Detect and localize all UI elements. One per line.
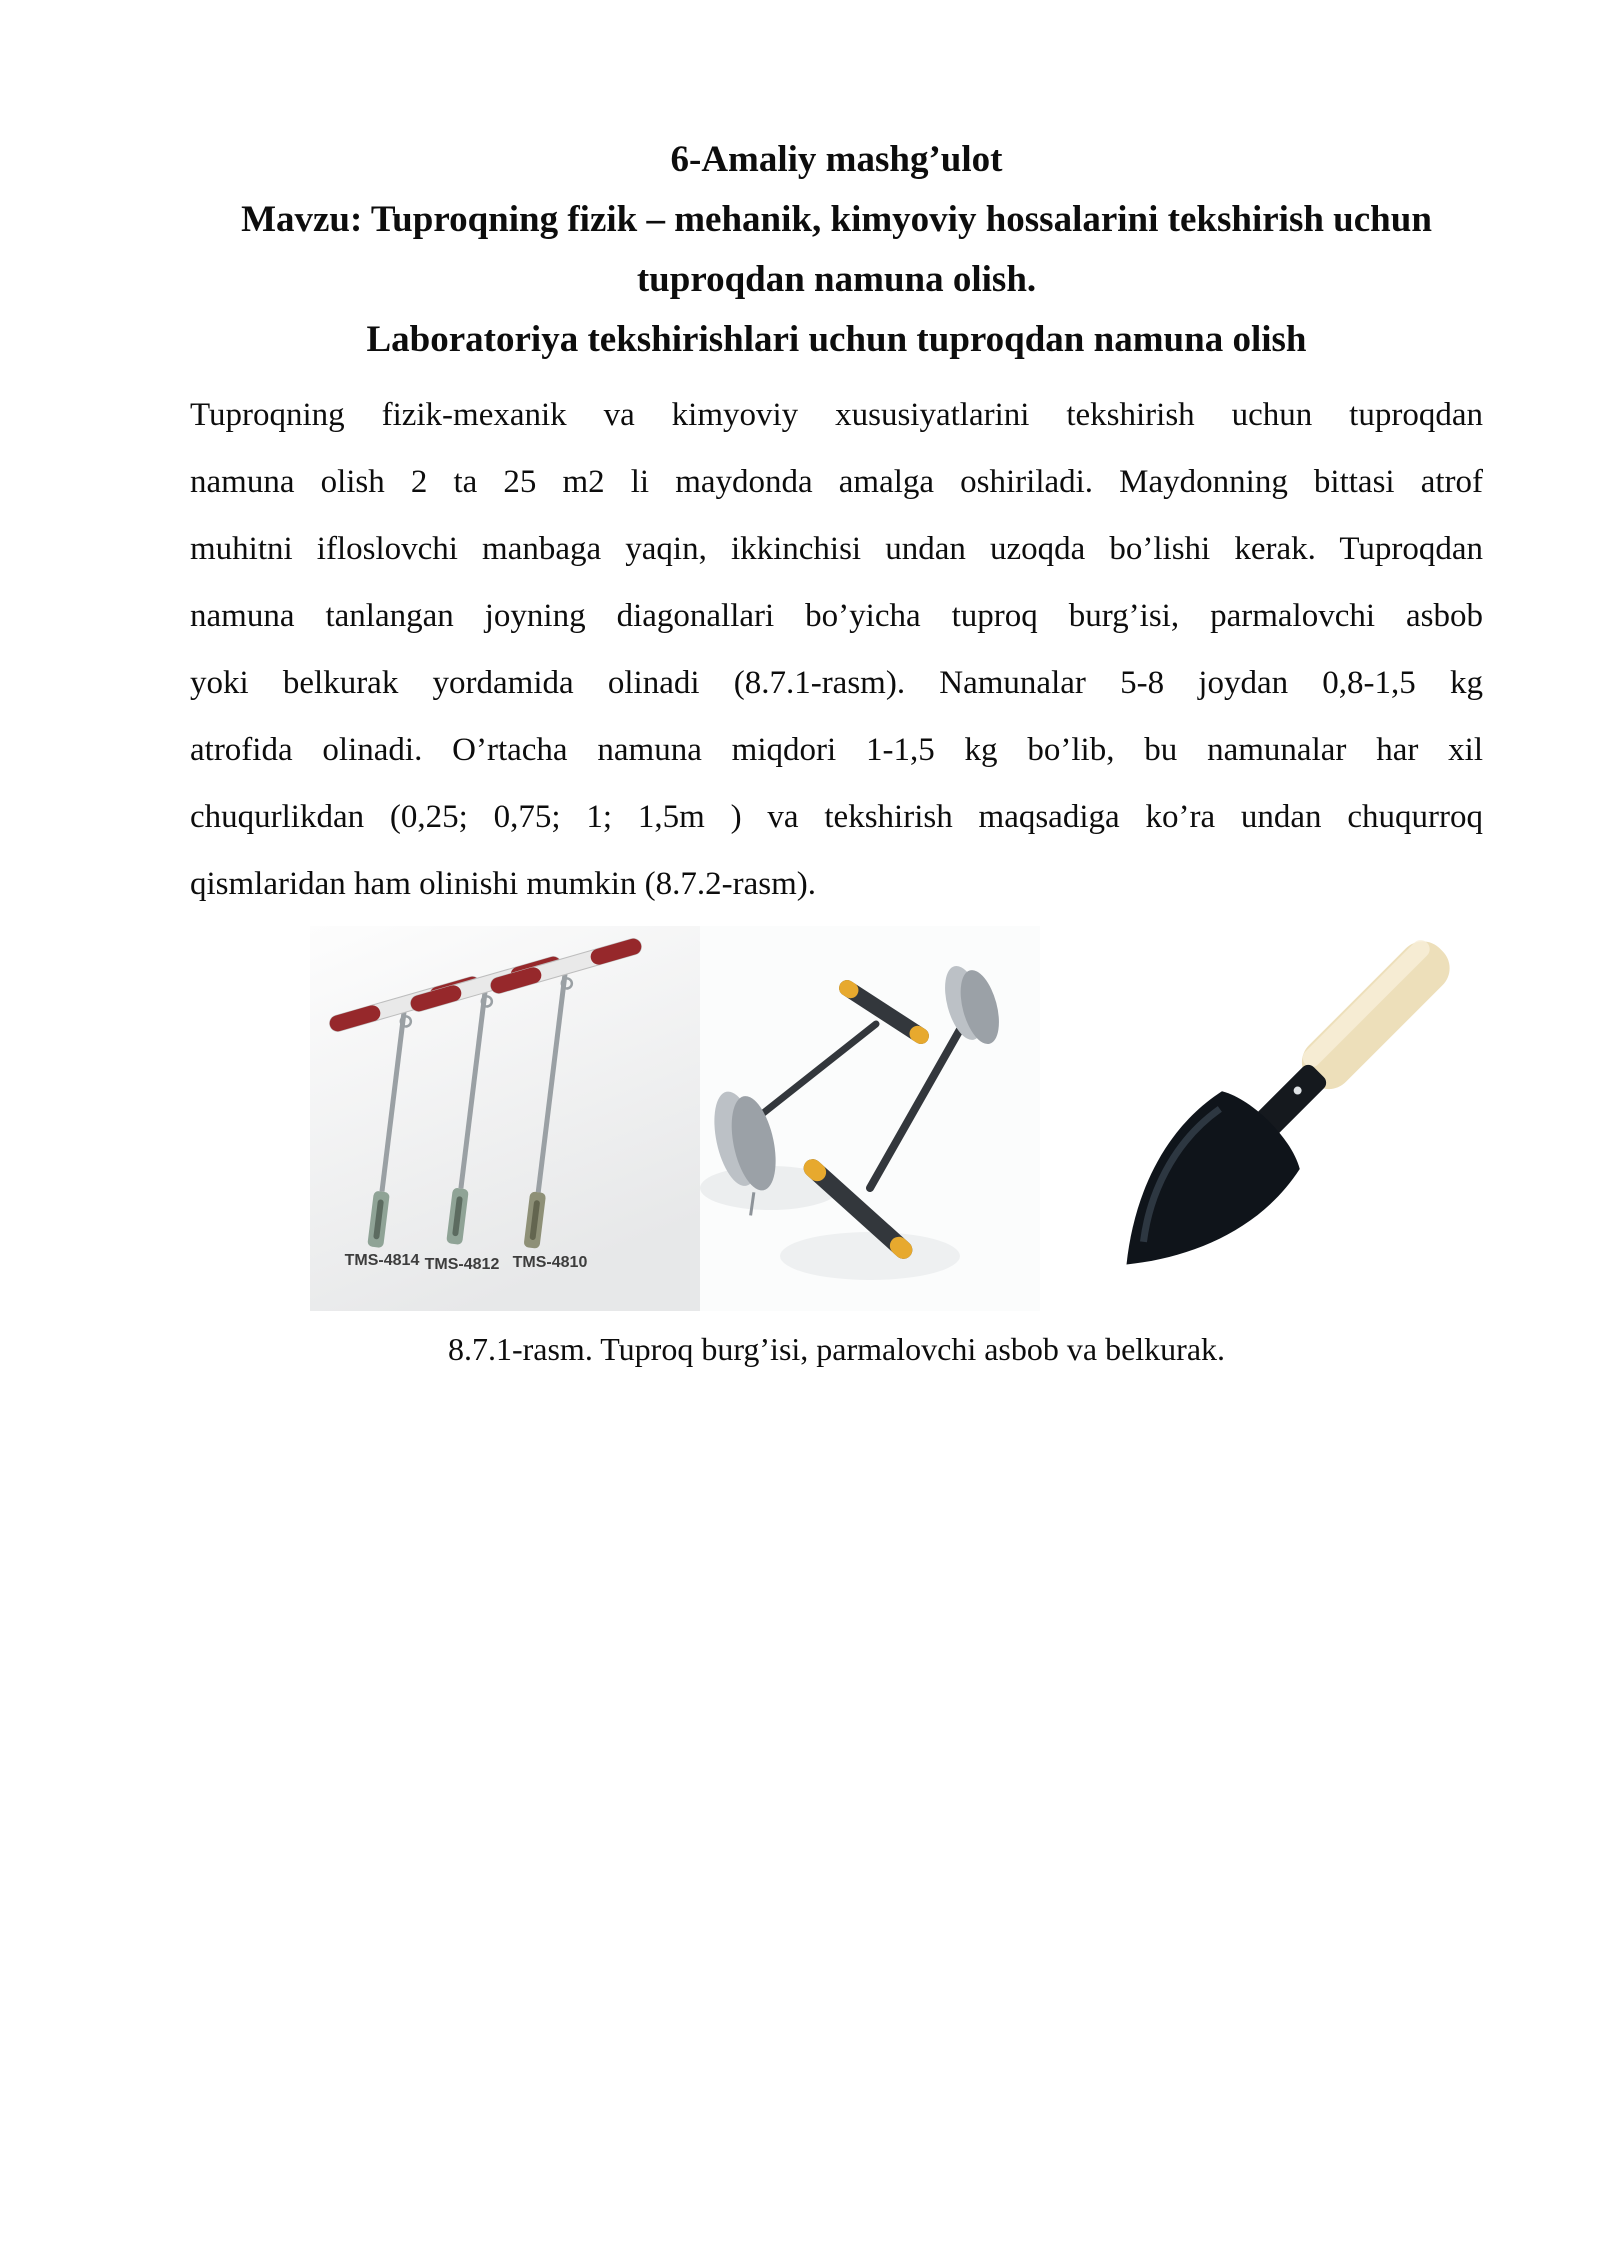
body-paragraph	[190, 382, 1483, 918]
probe-model-label: TMS-4814	[344, 1252, 420, 1269]
probe-model-label: TMS-4810	[512, 1254, 588, 1271]
probe-model-labels	[310, 1244, 700, 1274]
subtitle-line: Laboratoriya tekshirishlari uchun tuproqdan namuna olish	[366, 319, 1307, 360]
paragraph-line: muhitni ifloslovchi manbaga yaqin, ikkinchisi undan uzoqda bo’lishi kerak. Tuproqdan	[190, 531, 1483, 567]
hand-trowel-image	[1040, 926, 1470, 1311]
disc-augers-image	[700, 926, 1040, 1311]
hand-trowel-photo	[1040, 926, 1470, 1311]
paragraph-line: namuna tanlangan joyning diagonallari bo’yicha tuproq burg’isi, parmalovchi asbob	[190, 598, 1483, 634]
title-line-2: Mavzu: Tuproqning fizik – mehanik, kimyoviy hossalarini tekshirish uchun	[241, 199, 1432, 240]
figure-8-7-1	[310, 926, 1470, 1311]
paragraph-line: atrofida olinadi. O’rtacha namuna miqdori 1-1,5 kg bo’lib, bu namunalar har xil	[190, 732, 1483, 768]
document-content	[190, 0, 1483, 1371]
title-line-1: 6-Amaliy mashg’ulot	[670, 139, 1003, 180]
paragraph-line: yoki belkurak yordamida olinadi (8.7.1-rasm). Namunalar 5-8 joydan 0,8-1,5 kg	[190, 665, 1483, 701]
title-line-3: tuproqdan namuna olish.	[636, 259, 1037, 300]
disc-augers-photo	[700, 926, 1040, 1311]
figure-caption: 8.7.1-rasm. Tuproq burg’isi, parmalovchi asbob va belkurak.	[447, 1331, 1226, 1367]
title-block	[190, 0, 1483, 370]
soil-probes-photo	[310, 926, 700, 1311]
paragraph-line: chuqurlikdan (0,25; 0,75; 1; 1,5m ) va tekshirish maqsadiga ko’ra undan chuqurroq	[190, 799, 1483, 835]
paragraph-line: qismlaridan ham olinishi mumkin (8.7.2-rasm).	[190, 866, 817, 902]
probe-model-label: TMS-4812	[424, 1256, 500, 1273]
paragraph-line: namuna olish 2 ta 25 m2 li maydonda amalga oshiriladi. Maydonning bittasi atrof	[190, 464, 1483, 500]
paragraph-line: Tuproqning fizik-mexanik va kimyoviy xususiyatlarini tekshirish uchun tuproqdan	[190, 397, 1483, 433]
